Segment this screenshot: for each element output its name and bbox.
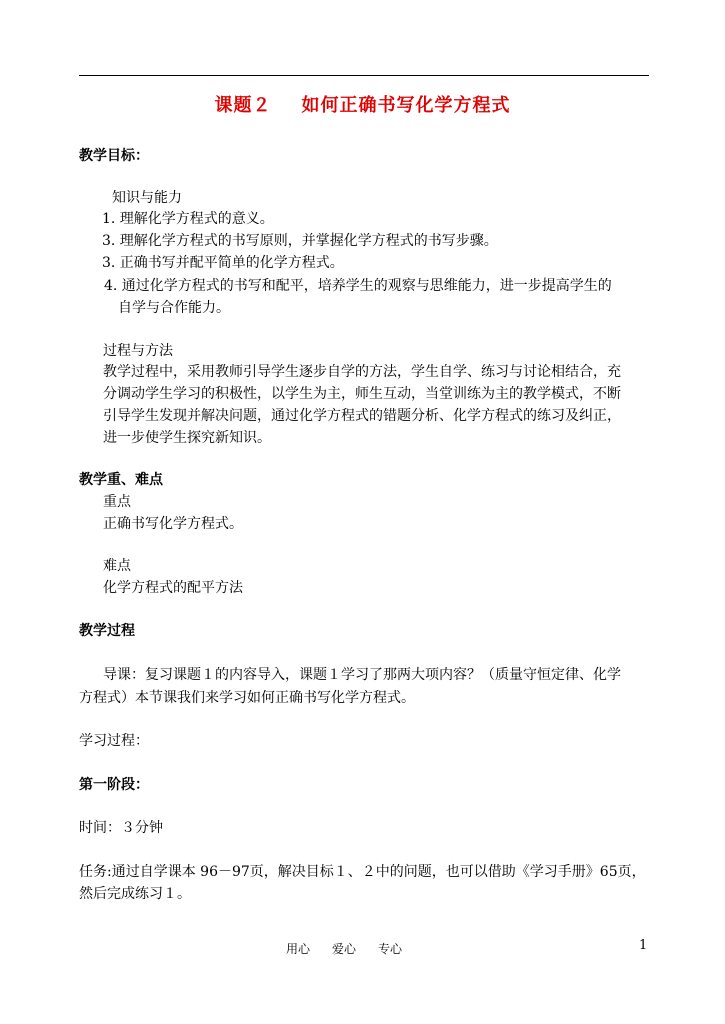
title-lesson-number: 课题２ — [214, 95, 272, 116]
process-method-line-4: 进一步使学生探究新知识。 — [103, 430, 271, 446]
objective-item-1: 1. 理解化学方程式的意义。 — [102, 211, 274, 227]
difficult-point-text: 化学方程式的配平方法 — [103, 580, 243, 596]
footer-item-2: 爱心 — [332, 942, 357, 956]
objective-item-3: 3. 正确书写并配平简单的化学方程式。 — [102, 255, 344, 271]
objective-item-4-continued: 自学与合作能力。 — [118, 300, 230, 316]
title-lesson-name: 如何正确书写化学方程式 — [301, 95, 511, 116]
intro-line-2: 方程式）本节课我们来学习如何正确书写化学方程式。 — [79, 690, 415, 706]
teaching-process-heading: 教学过程 — [79, 623, 135, 639]
header-rule — [79, 75, 649, 76]
page-number: 1 — [639, 938, 648, 953]
process-method-heading: 过程与方法 — [103, 343, 173, 359]
stage-one-heading: 第一阶段： — [79, 777, 149, 793]
page-footer — [286, 940, 424, 957]
footer-item-3: 专心 — [378, 942, 403, 956]
objective-item-2: 3. 理解化学方程式的书写原则，并掌握化学方程式的书写步骤。 — [102, 233, 498, 249]
key-point-label: 重点 — [103, 494, 131, 510]
process-method-line-3: 引导学生发现并解决问题，通过化学方程式的错题分析、化学方程式的练习及纠正， — [103, 408, 621, 424]
objective-item-4: 4. 通过化学方程式的书写和配平，培养学生的观察与思维能力，进一步提高学生的 — [104, 278, 612, 294]
page-title — [0, 91, 725, 117]
key-point-text: 正确书写化学方程式。 — [103, 516, 243, 532]
learning-process-label: 学习过程： — [79, 733, 149, 749]
difficult-point-label: 难点 — [103, 558, 131, 574]
knowledge-heading: 知识与能力 — [112, 190, 182, 206]
objectives-heading: 教学目标： — [79, 148, 149, 164]
task-line-1: 任务:通过自学课本 96－97页，解决目标１、２中的问题，也可以借助《学习手册》65页， — [79, 864, 646, 880]
task-line-2: 然后完成练习１。 — [79, 886, 191, 902]
process-method-line-1: 教学过程中，采用教师引导学生逐步自学的方法，学生自学、练习与讨论相结合，充 — [103, 364, 621, 380]
time-text: 时间：３分钟 — [79, 820, 163, 836]
process-method-line-2: 分调动学生学习的积极性，以学生为主，师生互动，当堂训练为主的教学模式，不断 — [103, 386, 621, 402]
key-points-heading: 教学重、难点 — [79, 472, 163, 488]
footer-item-1: 用心 — [286, 942, 311, 956]
intro-line-1: 导课：复习课题１的内容导入，课题１学习了那两大项内容？（质量守恒定律、化学 — [103, 667, 621, 683]
